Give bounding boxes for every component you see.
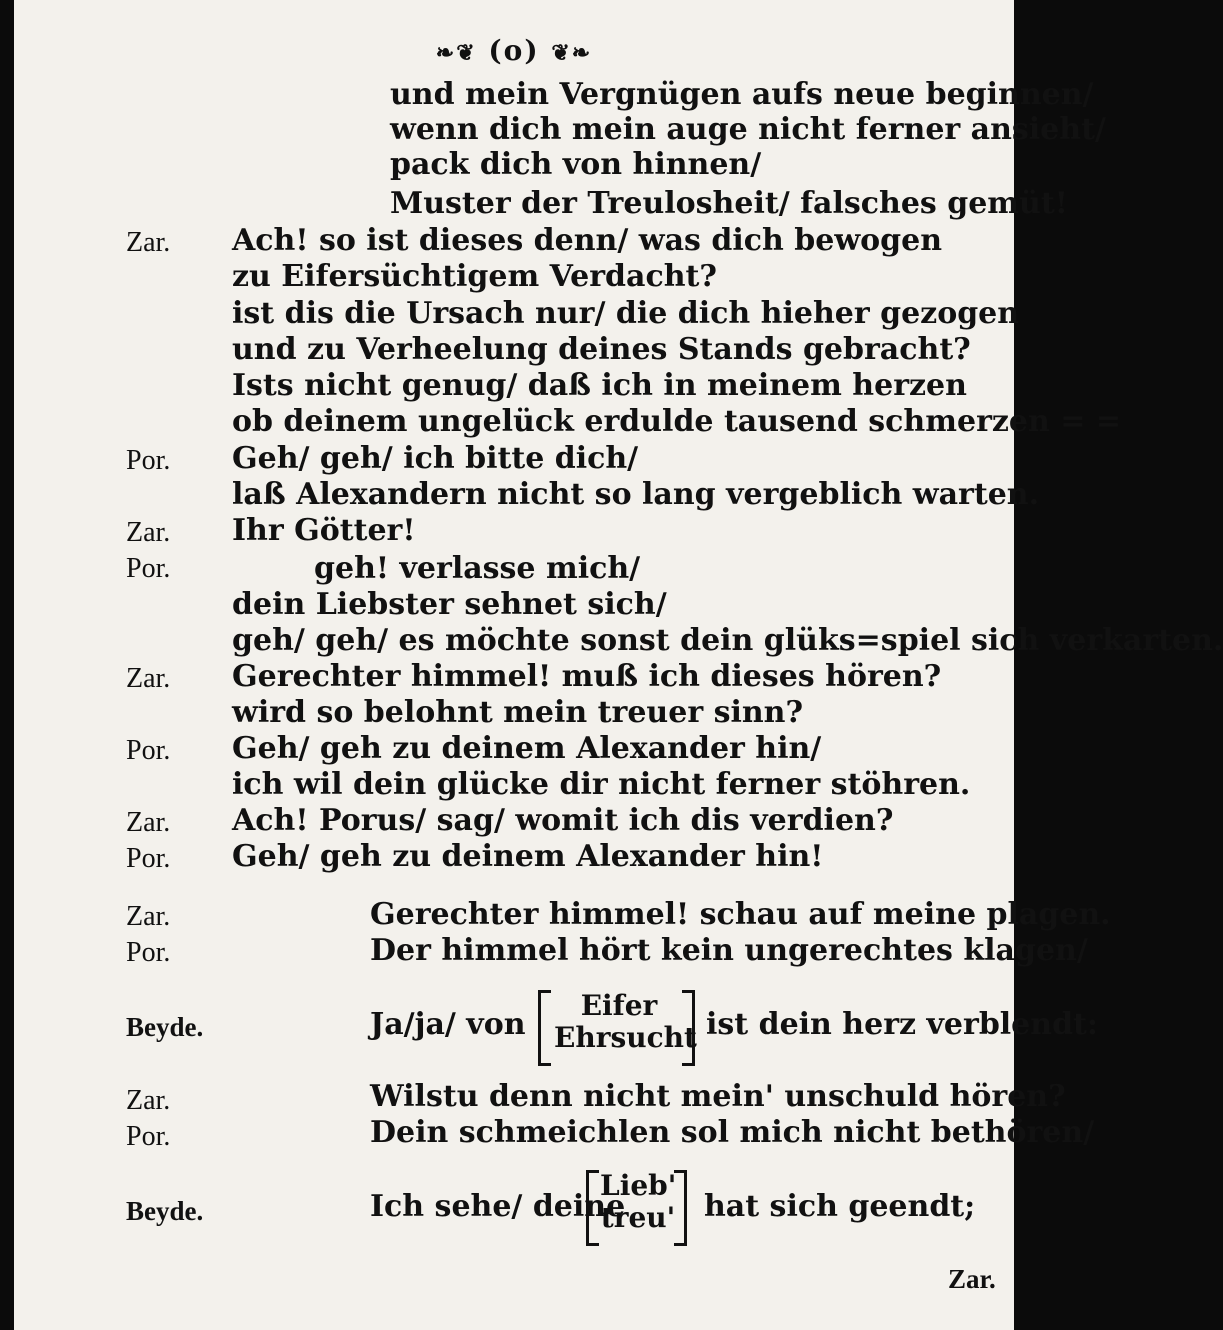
verse-line: Dein schmeichlen sol mich nicht bethören/ bbox=[370, 1115, 1095, 1150]
speaker-label: Por. bbox=[126, 1121, 171, 1152]
verse-line: geh/ geh/ es möchte sonst dein glüks=spiel sich verkarten. bbox=[232, 623, 1223, 658]
verse-line: Ists nicht genug/ daß ich in meinem herzen bbox=[232, 368, 967, 403]
bracket-left bbox=[538, 990, 551, 1066]
verse-line: Der himmel hört kein ungerechtes klagen/ bbox=[370, 933, 1088, 968]
speaker-label: Zar. bbox=[126, 517, 171, 548]
bracket-right bbox=[682, 990, 695, 1066]
verse-line: Gerechter himmel! schau auf meine plagen. bbox=[370, 897, 1111, 932]
verse-line: laß Alexandern nicht so lang vergeblich warten. bbox=[232, 477, 1040, 512]
speaker-label: Por. bbox=[126, 937, 171, 968]
bracket-right bbox=[674, 1170, 687, 1246]
page-header bbox=[14, 34, 1014, 67]
verse-line: Geh/ geh zu deinem Alexander hin! bbox=[232, 839, 824, 874]
verse-line: und mein Vergnügen aufs neue beginnen/ bbox=[390, 77, 1094, 112]
speaker-label: Beyde. bbox=[126, 1196, 204, 1226]
verse-line: Geh/ geh/ ich bitte dich/ bbox=[232, 441, 639, 476]
verse-line: Ach! so ist dieses denn/ was dich bewogen bbox=[232, 223, 943, 258]
speaker-label: Beyde. bbox=[126, 1012, 204, 1042]
verse-line: Geh/ geh zu deinem Alexander hin/ bbox=[232, 731, 822, 766]
verse-line: Muster der Treulosheit/ falsches gemüt! bbox=[390, 186, 1068, 221]
verse-line: wenn dich mein auge nicht ferner ansieht/ bbox=[390, 112, 1106, 147]
verse-line: Ihr Götter! bbox=[232, 513, 416, 548]
speaker-label: Zar. bbox=[126, 227, 171, 258]
ornament-right-icon: ❦❧ bbox=[551, 40, 593, 66]
verse-line: zu Eifersüchtigem Verdacht? bbox=[232, 259, 717, 294]
verse-line: dein Liebster sehnet sich/ bbox=[232, 587, 667, 622]
speaker-label: Zar. bbox=[126, 807, 171, 838]
verse-line: Gerechter himmel! muß ich dieses hören? bbox=[232, 659, 942, 694]
ornament-left-icon: ❧❦ bbox=[435, 40, 477, 66]
speaker-label: Zar. bbox=[126, 663, 171, 694]
verse-line: hat sich geendt; bbox=[704, 1189, 976, 1224]
verse-line: ob deinem ungelück erdulde tausend schmerzen = = bbox=[232, 404, 1121, 439]
verse-line: ist dis die Ursach nur/ die dich hieher gezogen bbox=[232, 296, 1020, 331]
bracket-alternatives bbox=[600, 1170, 676, 1234]
bracket-alternatives bbox=[554, 989, 697, 1054]
bracket-top-word: Lieb' bbox=[600, 1169, 677, 1202]
verse-line: Ach! Porus/ sag/ womit ich dis verdien? bbox=[232, 803, 894, 838]
speaker-label: Zar. bbox=[126, 1085, 171, 1116]
bracket-bottom-word: Ehrsucht bbox=[554, 1021, 697, 1054]
speaker-label: Por. bbox=[126, 553, 171, 584]
verse-line: Ich sehe/ deine bbox=[370, 1189, 626, 1224]
page bbox=[14, 0, 1223, 1330]
verse-line: Wilstu denn nicht mein' unschuld hören? bbox=[370, 1079, 1066, 1114]
verse-line: Ja/ja/ von bbox=[370, 1007, 526, 1042]
catchword: Zar. bbox=[948, 1264, 996, 1294]
verse-line: ich wil dein glücke dir nicht ferner stöhren. bbox=[232, 767, 971, 802]
speaker-label: Por. bbox=[126, 445, 171, 476]
bracket-top-word: Eifer bbox=[580, 989, 658, 1022]
verse-line: geh! verlasse mich/ bbox=[314, 551, 641, 586]
verse-line: und zu Verheelung deines Stands gebracht? bbox=[232, 332, 971, 367]
verse-line: pack dich von hinnen/ bbox=[390, 147, 762, 182]
bracket-bottom-word: treu' bbox=[600, 1201, 676, 1234]
verse-line: wird so belohnt mein treuer sinn? bbox=[232, 695, 804, 730]
verse-line: ist dein herz verblendt: bbox=[706, 1007, 1098, 1042]
page-number: (o) bbox=[488, 34, 540, 67]
speaker-label: Zar. bbox=[126, 901, 171, 932]
speaker-label: Por. bbox=[126, 843, 171, 874]
bracket-left bbox=[586, 1170, 599, 1246]
speaker-label: Por. bbox=[126, 735, 171, 766]
